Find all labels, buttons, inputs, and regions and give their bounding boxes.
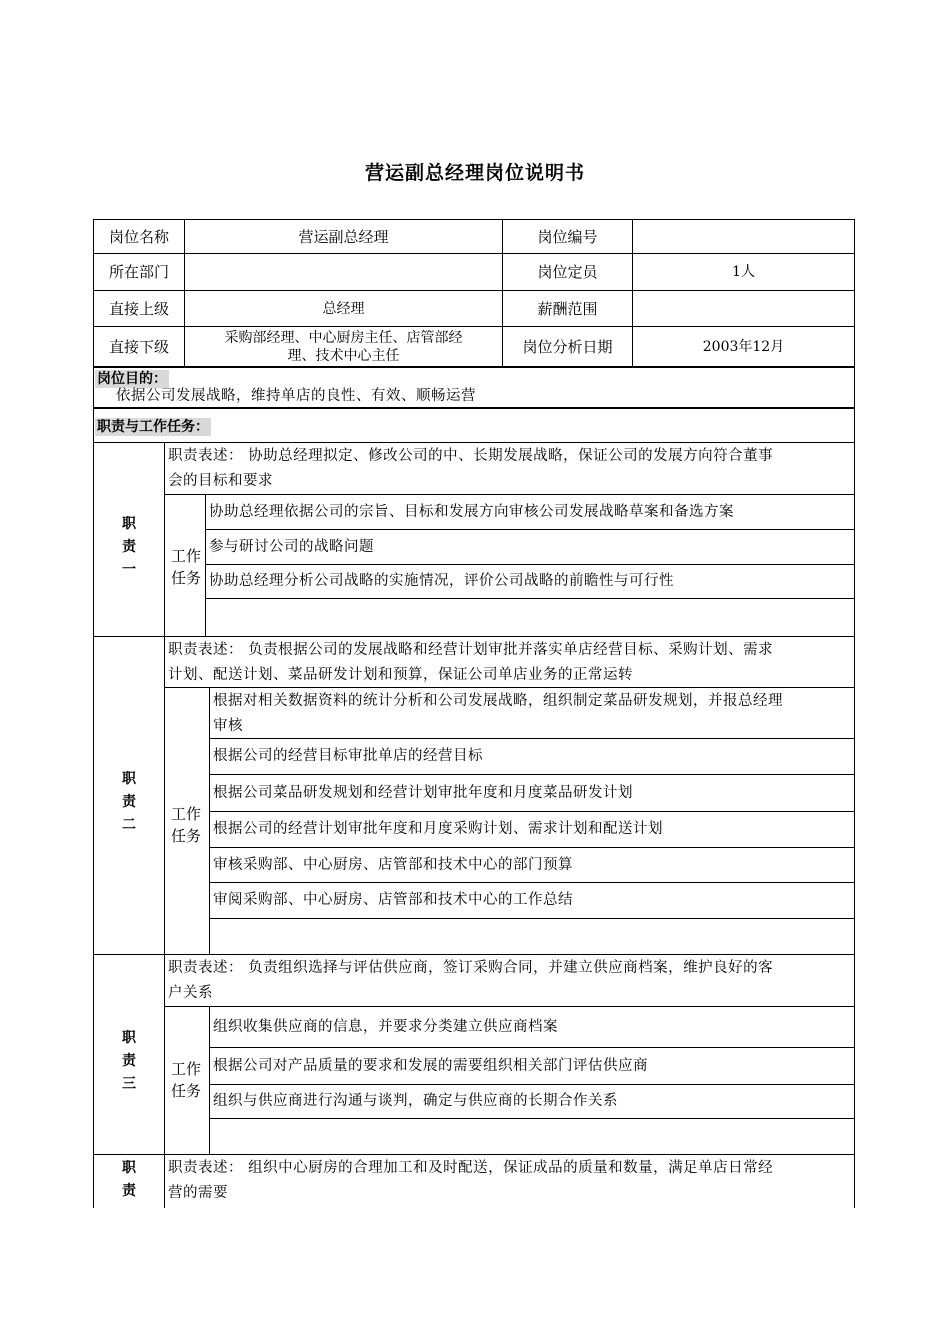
analysis-date-value: 2003年12月 <box>702 338 785 355</box>
work-task-label-line: 任务 <box>170 569 201 587</box>
department-value <box>185 254 502 290</box>
work-task-label-line: 工作 <box>170 805 201 823</box>
headcount-value: 1人 <box>732 264 755 280</box>
duty-description-line: 职责表述： 负责根据公司的发展战略和经营计划审批并落实单店经营目标、采购计划、需求 <box>168 642 774 658</box>
duty-label-char: 一 <box>122 562 136 578</box>
task-item: 根据公司菜品研发规划和经营计划审批年度和月度菜品研发计划 <box>213 784 633 801</box>
row-divider <box>93 366 855 368</box>
duty-label-char: 三 <box>122 1076 136 1092</box>
duty-description <box>165 956 855 1006</box>
subordinates-value <box>185 327 502 366</box>
task-item: 根据公司对产品质量的要求和发展的需要组织相关部门评估供应商 <box>213 1057 648 1074</box>
duty-divider <box>93 954 855 955</box>
duty-label-char: 责 <box>122 1053 136 1069</box>
position-no-value <box>633 220 854 253</box>
task-item-line: 审核 <box>213 718 243 734</box>
duty-label-char: 责 <box>122 1183 136 1199</box>
duty-description-line: 会的目标和要求 <box>168 473 273 489</box>
task-item: 组织收集供应商的信息，并要求分类建立供应商档案 <box>213 1018 558 1035</box>
section-divider <box>93 442 855 443</box>
subordinates-label: 直接下级 <box>108 337 169 356</box>
duty-divider <box>93 1154 855 1155</box>
duty-label-char: 责 <box>122 794 136 810</box>
salary-value <box>633 291 854 326</box>
salary-label: 薪酬范围 <box>537 299 598 318</box>
work-task-label <box>164 545 208 589</box>
position-no-label: 岗位编号 <box>537 227 598 246</box>
department-label: 所在部门 <box>108 263 169 281</box>
supervisor-label: 直接上级 <box>108 299 169 318</box>
task-item: 根据公司的经营目标审批单店的经营目标 <box>213 748 483 764</box>
duty-label-char: 职 <box>122 1160 136 1176</box>
duty-label-char: 职 <box>122 1030 136 1046</box>
task-item <box>210 1119 855 1154</box>
analysis-date-label: 岗位分析日期 <box>522 337 613 356</box>
duty-description <box>165 1156 855 1206</box>
duties-heading: 职责与工作任务： <box>97 419 209 435</box>
duty-description <box>165 638 855 688</box>
duty-label-char: 责 <box>122 539 136 555</box>
duty-description-line: 计划、配送计划、菜品研发计划和预算，保证公司单店业务的正常运转 <box>168 667 633 683</box>
task-item: 协助总经理分析公司战略的实施情况，评价公司战略的前瞻性与可行性 <box>209 573 674 589</box>
supervisor-value: 总经理 <box>322 300 365 317</box>
task-item <box>210 689 855 739</box>
position-name-value: 营运副总经理 <box>298 227 389 246</box>
task-item: 审核采购部、中心厨房、店管部和技术中心的部门预算 <box>213 856 573 873</box>
duty-description-line: 职责表述： 组织中心厨房的合理加工和及时配送，保证成品的质量和数量，满足单店日常经 <box>168 1160 774 1176</box>
task-item: 组织与供应商进行沟通与谈判，确定与供应商的长期合作关系 <box>213 1093 618 1109</box>
duty-label-char: 二 <box>122 817 136 833</box>
duty-divider <box>93 636 855 637</box>
headcount-label: 岗位定员 <box>537 263 598 281</box>
task-item: 根据公司的经营计划审批年度和月度采购计划、需求计划和配送计划 <box>213 821 663 837</box>
purpose-heading: 岗位目的： <box>97 371 167 387</box>
work-task-label-line: 工作 <box>170 1060 201 1078</box>
duty-description-line: 营的需要 <box>168 1185 228 1201</box>
work-task-label <box>164 803 208 847</box>
work-task-label-line: 任务 <box>170 1082 201 1100</box>
duty-description <box>165 444 855 494</box>
work-task-label <box>164 1058 208 1102</box>
duty-label <box>94 513 164 582</box>
task-item: 审阅采购部、中心厨房、店管部和技术中心的工作总结 <box>213 892 573 908</box>
purpose-text: 依据公司发展战略，维持单店的良性、有效、顺畅运营 <box>116 388 476 404</box>
task-item: 参与研讨公司的战略问题 <box>209 538 374 555</box>
duty-label <box>94 1157 164 1203</box>
section-divider <box>93 407 855 409</box>
row-divider <box>164 687 855 688</box>
duty-description-line: 职责表述： 协助总经理拟定、修改公司的中、长期发展战略，保证公司的发展方向符合董事 <box>168 448 774 464</box>
task-item-line: 根据对相关数据资料的统计分析和公司发展战略，组织制定菜品研发规划，并报总经理 <box>213 693 783 709</box>
work-task-label-line: 工作 <box>170 547 201 565</box>
task-item: 协助总经理依据公司的宗旨、目标和发展方向审核公司发展战略草案和备选方案 <box>209 503 734 520</box>
duty-label <box>94 1027 164 1096</box>
duty-label-char: 职 <box>122 771 136 787</box>
page-title: 营运副总经理岗位说明书 <box>364 162 585 184</box>
duty-description-line: 户关系 <box>168 985 213 1001</box>
duty-label <box>94 768 164 837</box>
subordinates-line: 理、技术中心主任 <box>287 347 400 364</box>
task-item <box>206 599 855 636</box>
duty-label-char: 职 <box>122 516 136 532</box>
duty-description-line: 职责表述： 负责组织选择与评估供应商，签订采购合同，并建立供应商档案，维护良好的客 <box>168 960 774 976</box>
work-task-label-line: 任务 <box>170 827 201 845</box>
position-name-label: 岗位名称 <box>108 227 169 246</box>
subordinates-line: 采购部经理、中心厨房主任、店管部经 <box>224 329 463 346</box>
task-item <box>210 919 855 954</box>
